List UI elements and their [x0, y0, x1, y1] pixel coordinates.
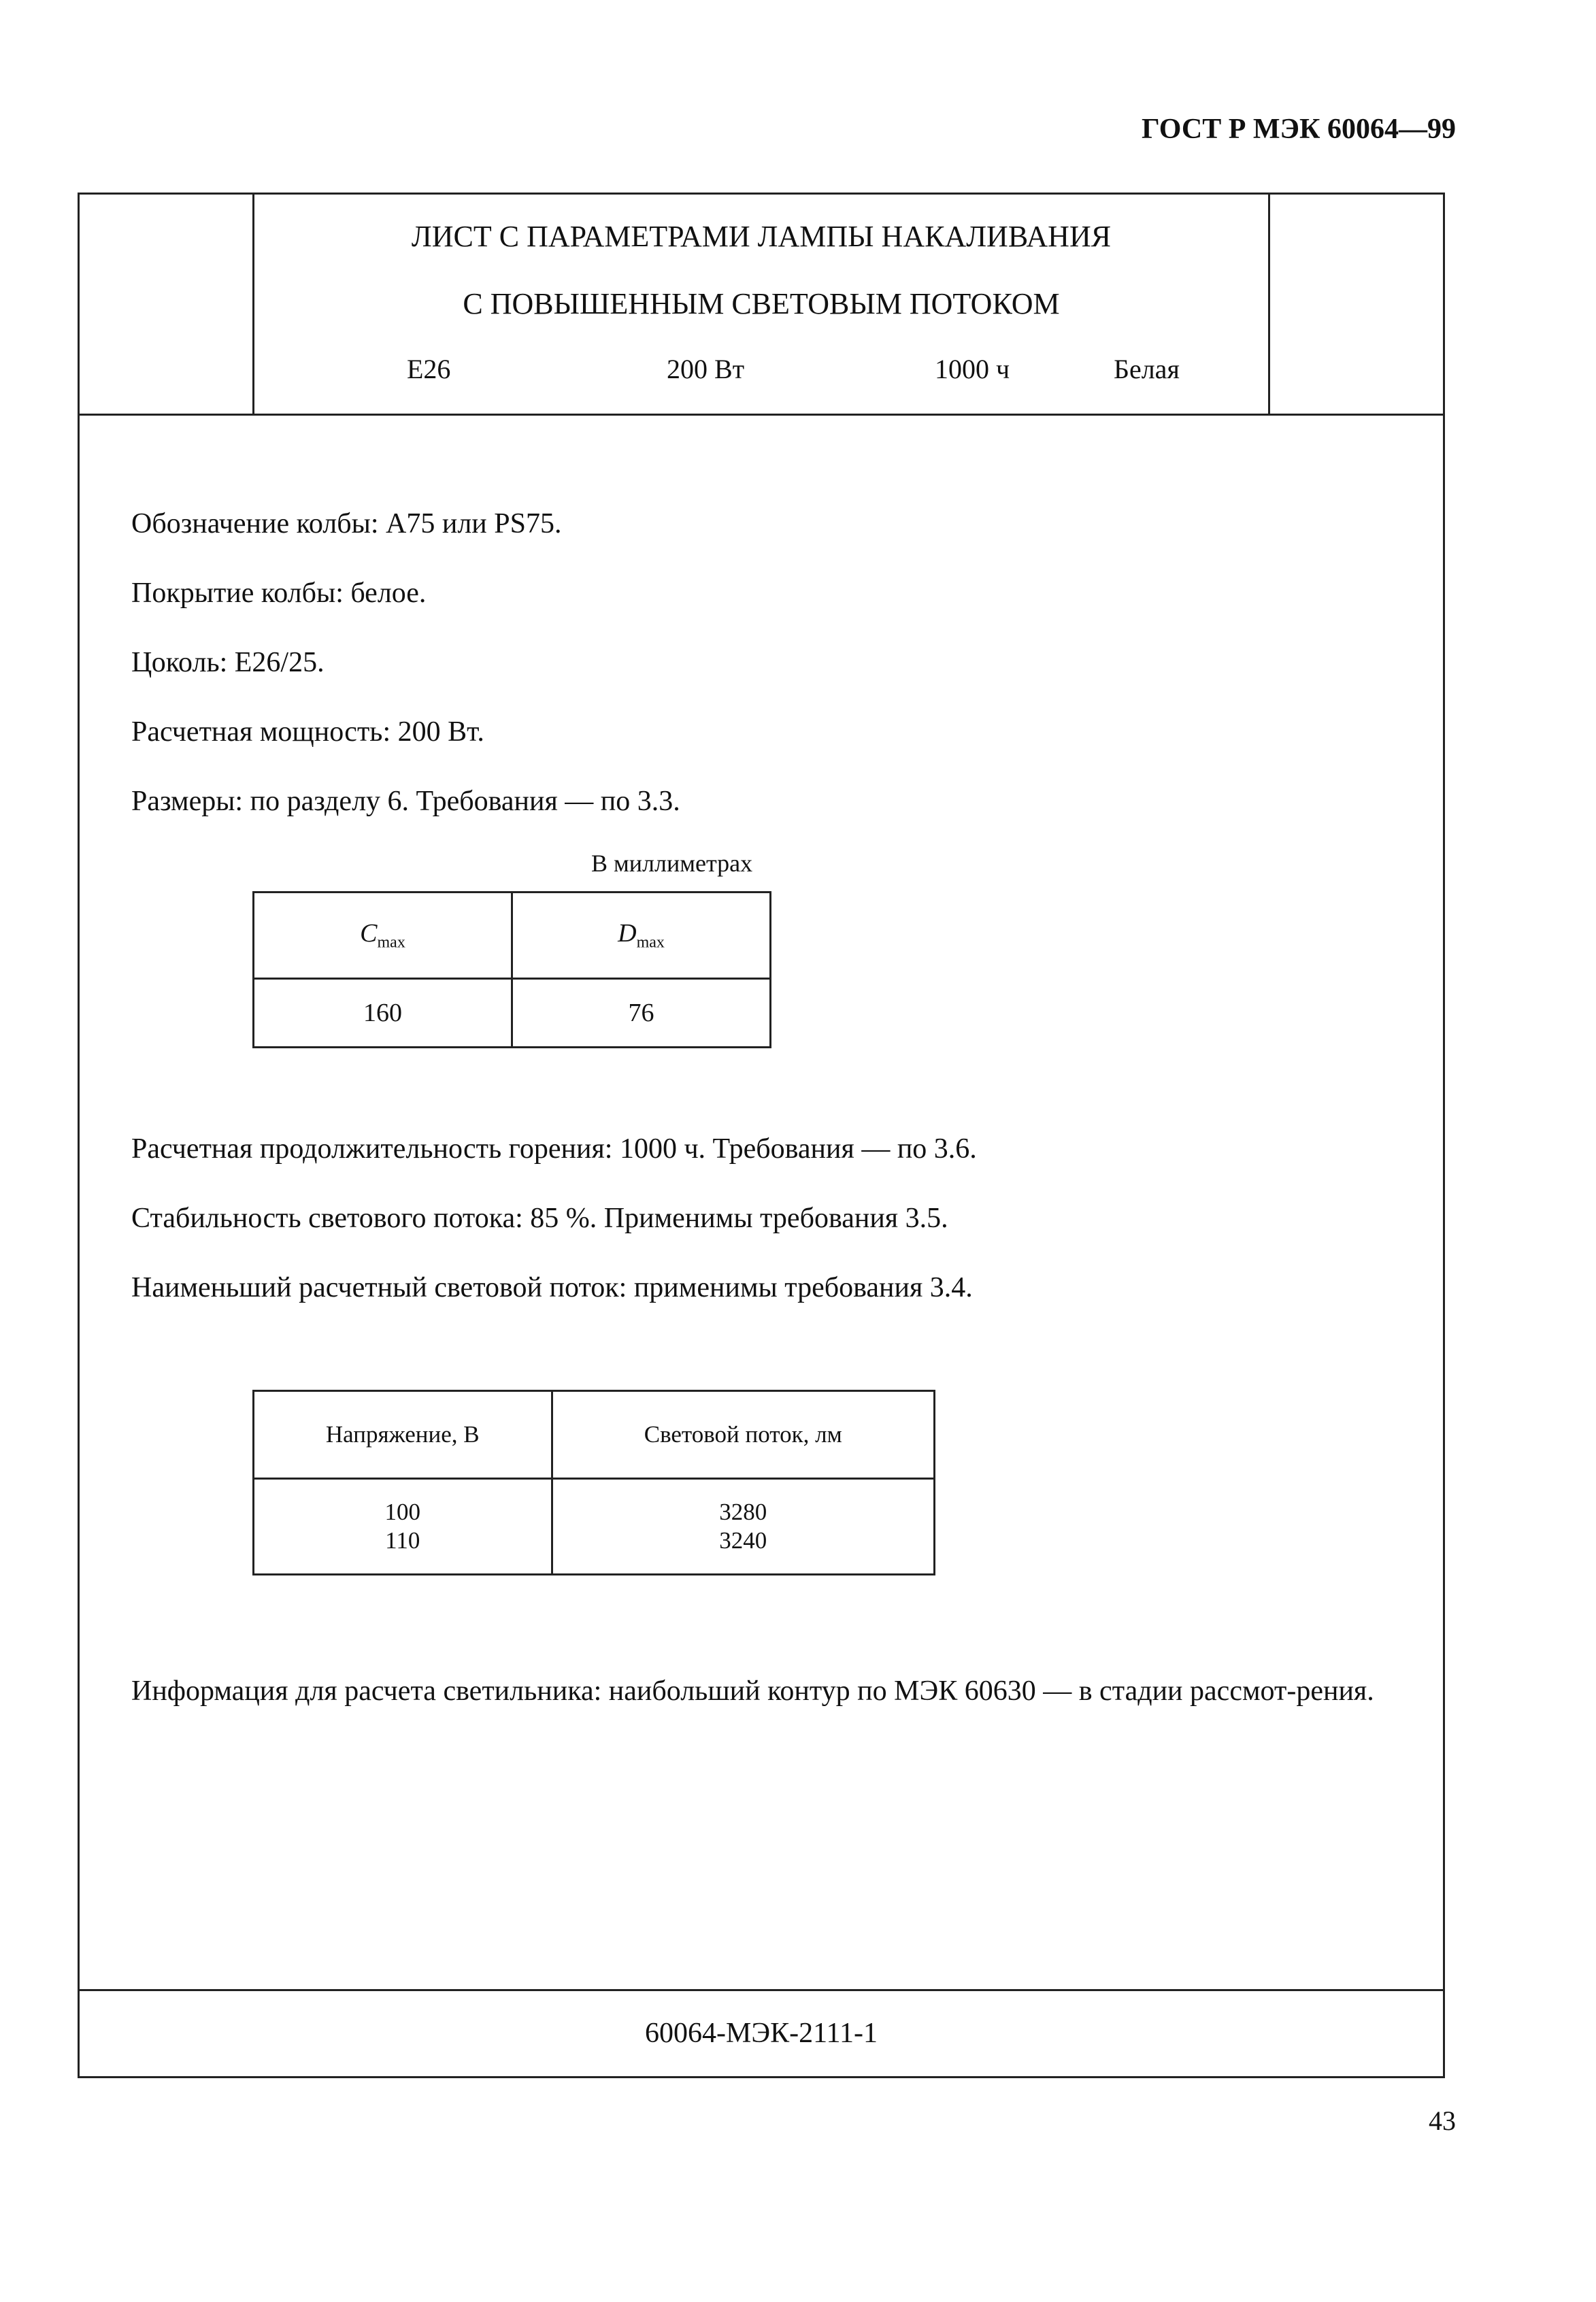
spec-coating: Покрытие колбы: белое. — [131, 578, 427, 609]
flux-header-flux: Световой поток, лм — [552, 1391, 935, 1479]
spec-bulb: Обозначение колбы: A75 или PS75. — [131, 508, 562, 539]
flux-row-flux: 3240 — [719, 1527, 767, 1554]
spec-min-flux: Наименьший расчетный световой поток: применимы требования 3.4. — [131, 1272, 973, 1303]
dims-header-d: $D_{max}$ — [512, 893, 771, 979]
spec-power: Расчетная мощность: 200 Вт. — [131, 716, 484, 748]
flux-row-flux: 3280 — [719, 1499, 767, 1525]
flux-header-voltage: Напряжение, В — [254, 1391, 552, 1479]
dims-value-c: 160 — [254, 979, 512, 1048]
standard-code: ГОСТ Р МЭК 60064—99 — [1142, 114, 1456, 145]
sheet-footer — [80, 1989, 1443, 2076]
luminaire-info: Информация для расчета светильника: наибольший контур по МЭК 60630 — в стадии рассмот-рения. — [131, 1675, 1374, 1707]
sheet-header — [80, 195, 1443, 416]
header-life: 1000 ч — [935, 354, 1010, 384]
header-finish: Белая — [1114, 354, 1180, 384]
flux-values — [552, 1479, 935, 1575]
spec-burn-life: Расчетная продолжительность горения: 1000 ч. Требования — по 3.6. — [131, 1133, 977, 1165]
header-title-block — [254, 195, 1268, 414]
dims-value-d: 76 — [512, 979, 771, 1048]
flux-row-voltage: 110 — [385, 1527, 420, 1554]
header-power: 200 Вт — [667, 354, 745, 384]
page-number: 43 — [1429, 2105, 1456, 2136]
flux-row-voltage: 100 — [384, 1499, 420, 1525]
spec-flux-stability: Стабильность светового потока: 85 %. Применимы требования 3.5. — [131, 1203, 948, 1234]
dims-unit-note: В миллиметрах — [591, 850, 753, 877]
sheet-title-line1: ЛИСТ С ПАРАМЕТРАМИ ЛАМПЫ НАКАЛИВАНИЯ — [411, 220, 1112, 253]
data-sheet-frame — [78, 193, 1445, 2078]
flux-voltages — [254, 1479, 552, 1575]
footer-code: 60064-МЭК-2111-1 — [645, 2018, 878, 2049]
flux-table — [252, 1390, 935, 1575]
header-cap: E26 — [407, 354, 451, 384]
spec-base: Цоколь: E26/25. — [131, 647, 325, 678]
header-divider-right — [1268, 195, 1270, 414]
dims-header-c: $C_{max}$ — [254, 893, 512, 979]
spec-dimensions: Размеры: по разделу 6. Требования — по 3.3. — [131, 786, 680, 817]
sheet-title-line2: С ПОВЫШЕННЫМ СВЕТОВЫМ ПОТОКОМ — [463, 287, 1060, 320]
dimensions-table — [252, 891, 771, 1048]
